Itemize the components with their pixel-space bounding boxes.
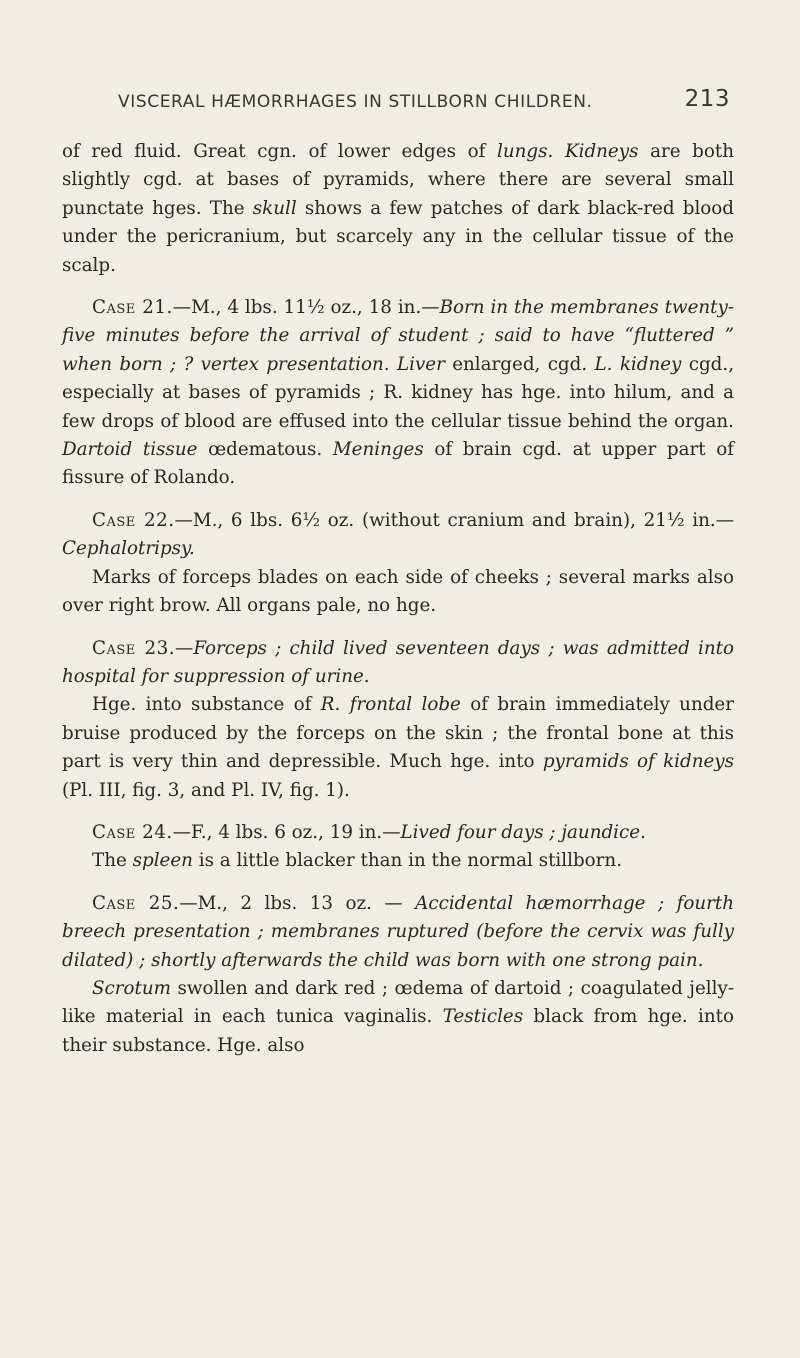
case-25-sub-text-2: black from hge. into their substance. Hge. also — [62, 1006, 734, 1056]
case-25-sub-italic-scrotum: Scrotum — [92, 977, 171, 999]
opening-text-4: shows a few patches of dark black-red blood under the pericranium, but scarcely any in the cellular tissue of the scalp. — [62, 197, 735, 276]
case-22-paragraph — [62, 507, 734, 564]
case-23-sub-italic-frontal: R. frontal lobe — [320, 694, 461, 716]
case-25-sub-italic-testicles: Testicles — [442, 1006, 524, 1028]
opening-text-2 — [553, 141, 565, 162]
case-24-text-1: —F., 4 lbs. 6 oz., 19 in.— — [172, 821, 401, 843]
case-25-sub-text-1: swollen and dark red ; œdema of dartoid ; coagulated jelly-like material in each tunica vaginalis. — [62, 977, 734, 1028]
opening-text-3: are both slightly cgd. at bases of pyramids, where there are several small punctate hges. The — [62, 141, 734, 219]
case-23-italic-1: Forceps ; child lived seventeen days ; was admitted into hospital for suppression of urine. — [62, 637, 735, 687]
opening-italic-lungs: lungs. — [497, 141, 554, 162]
case-21-italic-l-kidney: L. kidney — [594, 353, 682, 375]
case-22-italic-1: Cephalotripsy. — [62, 538, 195, 560]
case-24-sub-italic-spleen: spleen — [132, 850, 193, 872]
case-21-italic-1: Born in the membranes twenty-five minutes before the arrival of student ; said to have “fluttered ” when born ; ? vertex presentation. — [62, 297, 735, 375]
case-23-sub-text-3: (Pl. III, fig. 3, and Pl. IV, fig. 1). — [62, 779, 350, 801]
case-21-italic-meninges: Meninges — [332, 439, 424, 461]
case-21-text-4: cgd., especially at bases of pyramids ; R. kidney has hge. into hilum, and a few drops of blood are effused into the cellular tissue behind the organ. — [62, 353, 734, 432]
case-24-subparagraph — [62, 847, 734, 875]
case-24-label: Case 24. — [92, 821, 173, 843]
case-24-sub-text-1: The — [92, 850, 133, 872]
opening-italic-skull: skull — [252, 197, 297, 219]
case-23-text-1: — — [175, 637, 194, 659]
case-25-label: Case 25. — [92, 892, 180, 914]
case-21-text-3: enlarged, cgd. — [444, 353, 595, 375]
opening-text-1: of red fluid. Great cgn. of lower edges of — [62, 141, 497, 162]
case-24-italic-1: Lived four days ; jaundice. — [400, 821, 646, 843]
case-23-paragraph — [62, 635, 734, 692]
case-23-subparagraph — [62, 691, 734, 805]
case-21-text-1: —M., 4 lbs. 11½ oz., 18 in.— — [172, 297, 440, 319]
case-21-label: Case 21. — [92, 297, 173, 319]
case-23-sub-text-2: of brain immediately under bruise produced by the forceps on the skin ; the frontal bone at this part is very thin and depressible. Much hge. into — [62, 694, 734, 773]
opening-paragraph — [62, 138, 734, 280]
body-text — [62, 138, 734, 1060]
running-head-title: VISCERAL HÆMORRHAGES IN STILLBORN CHILDREN. — [118, 92, 593, 112]
case-21-paragraph — [62, 294, 734, 493]
case-22-label: Case 22. — [92, 509, 175, 531]
page-number: 213 — [684, 86, 730, 112]
case-25-subparagraph — [62, 975, 734, 1060]
case-22-subparagraph: Marks of forceps blades on each side of cheeks ; several marks also over right brow. All organs pale, no hge. — [62, 566, 734, 617]
case-23-sub-italic-pyramids: pyramids of kidneys — [542, 751, 735, 773]
case-24-paragraph — [62, 819, 734, 847]
case-23-sub-text-1: Hge. into substance of — [92, 694, 321, 716]
case-24-sub-text-2: is a little blacker than in the normal stillborn. — [192, 850, 623, 872]
opening-italic-kidneys: Kidneys — [564, 141, 639, 162]
case-21-text-5: œdematous. — [197, 439, 333, 461]
case-25-text-1: —M., 2 lbs. 13 oz. — — [179, 892, 416, 914]
case-23-label: Case 23. — [92, 637, 176, 659]
case-21-text-6: of brain cgd. at upper part of fissure of Rolando. — [62, 439, 735, 489]
case-21-italic-dartoid: Dartoid tissue — [62, 439, 198, 461]
case-22-text-1: —M., 6 lbs. 6½ oz. (without cranium and brain), 21½ in.— — [174, 509, 735, 531]
case-25-paragraph — [62, 890, 734, 975]
case-21-italic-liver: Liver — [396, 353, 445, 375]
running-head — [118, 78, 730, 118]
case-21-text-2 — [390, 354, 397, 375]
case-25-italic-1: Accidental hæmorrhage ; fourth breech presentation ; membranes ruptured (before the cervix was fully dilated) ; shortly afterwards the child was born with one strong pain. — [62, 892, 735, 971]
